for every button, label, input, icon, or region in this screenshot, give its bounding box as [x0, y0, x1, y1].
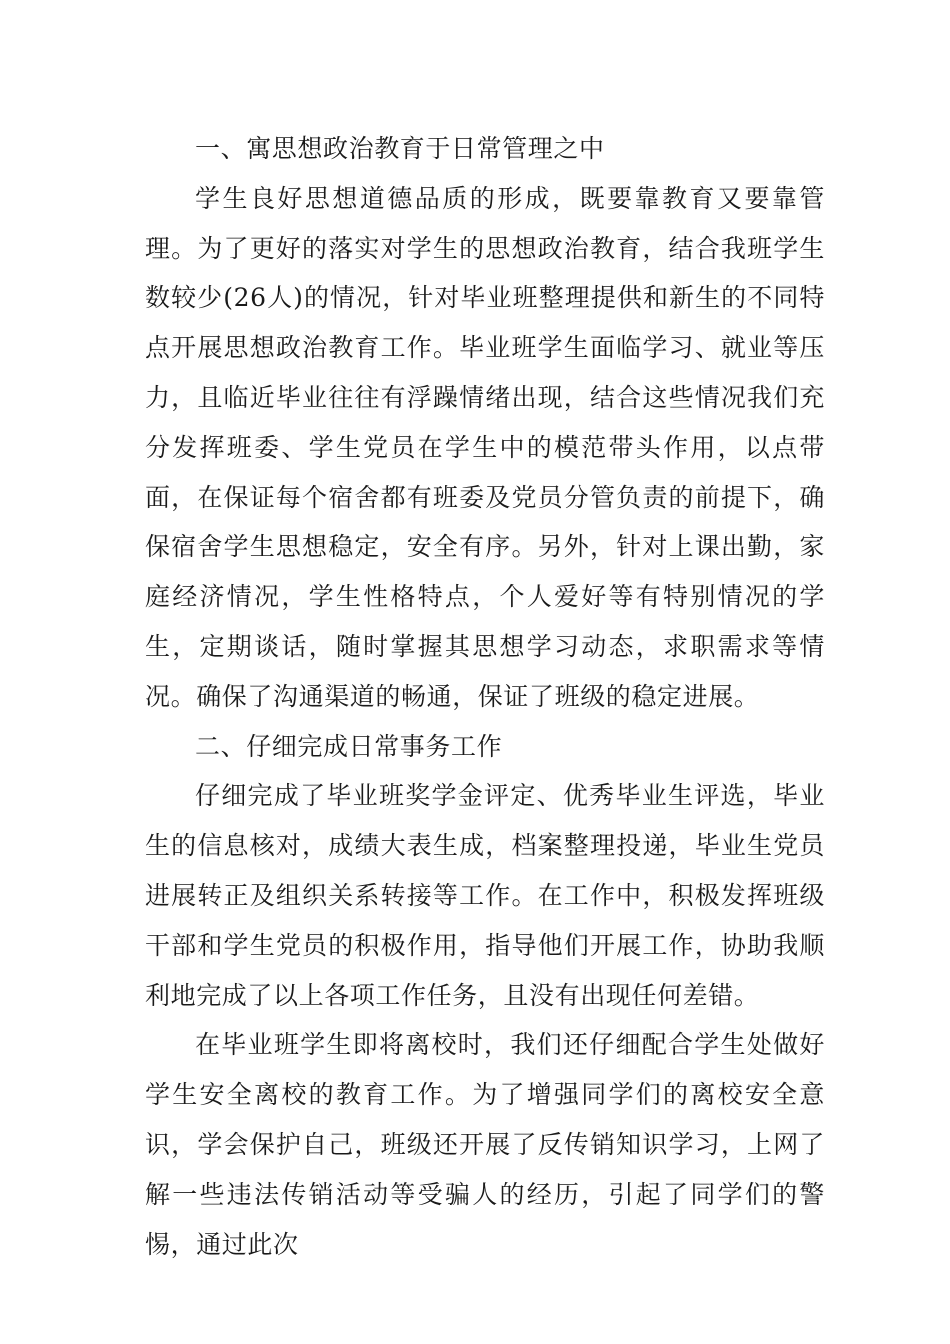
body-paragraph-3: 在毕业班学生即将离校时，我们还仔细配合学生处做好学生安全离校的教育工作。为了增强同学们的离校安全意识，学会保护自己，班级还开展了反传销知识学习，上网了解一些违法传销活动等受骗人的经历，引起了同学们的警惕，通过此次 — [145, 1030, 825, 1259]
section-heading-2: 二、仔细完成日常事务工作 — [195, 731, 503, 761]
section-heading-1: 一、寓思想政治教育于日常管理之中 — [195, 134, 605, 163]
document-body — [145, 124, 825, 1269]
body-paragraph-1: 学生良好思想道德品质的形成，既要靠教育又要靠管理。为了更好的落实对学生的思想政治教育，结合我班学生数较少(26人)的情况，针对毕业班整理提供和新生的不同特点开展思想政治教育工作。毕业班学生面临学习、就业等压力，且临近毕业往往有浮躁情绪出现，结合这些情况我们充分发挥班委、学生党员在学生中的模范带头作用，以点带面，在保证每个宿舍都有班委及党员分管负责的前提下，确保宿舍学生思想稳定，安全有序。另外，针对上课出勤，家庭经济情况，学生性格特点，个人爱好等有特别情况的学生，定期谈话，随时掌握其思想学习动态，求职需求等情况。确保了沟通渠道的畅通，保证了班级的稳定进展。 — [145, 183, 825, 711]
body-paragraph-2: 仔细完成了毕业班奖学金评定、优秀毕业生评选，毕业生的信息核对，成绩大表生成，档案整理投递，毕业生党员进展转正及组织关系转接等工作。在工作中，积极发挥班级干部和学生党员的积极作用，指导他们开展工作，协助我顺利地完成了以上各项工作任务，且没有出现任何差错。 — [145, 781, 825, 1010]
